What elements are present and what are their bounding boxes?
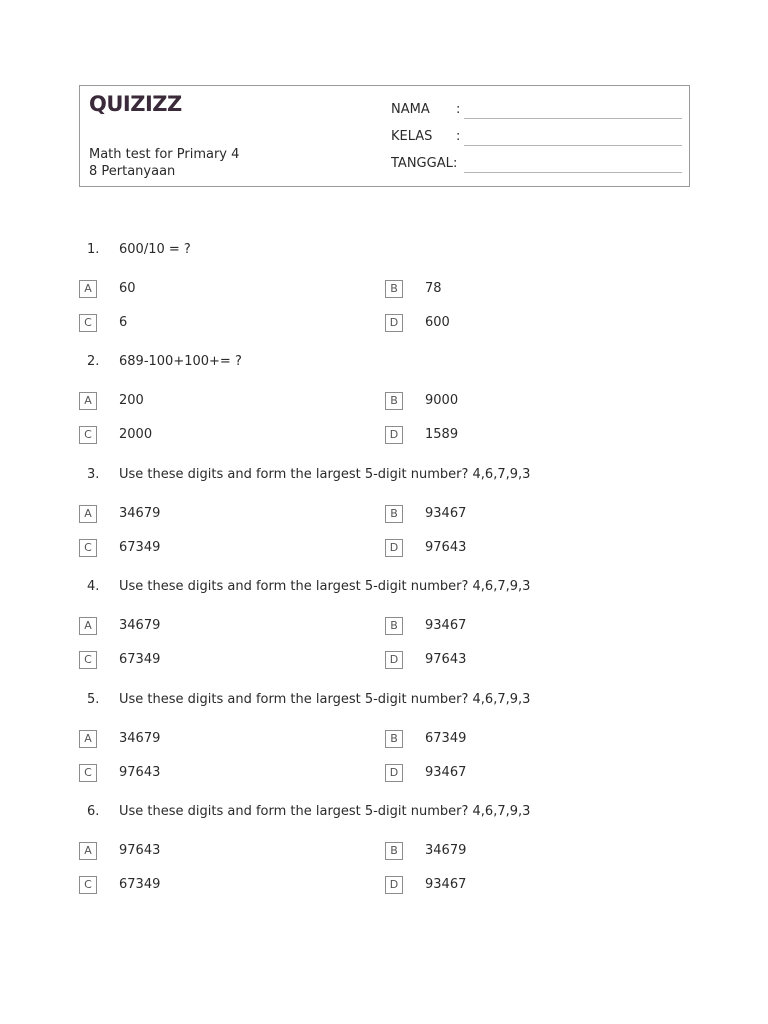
question-number: 5. [87,692,100,707]
option-text: 97643 [119,843,161,858]
worksheet-header [79,85,690,187]
date-line[interactable] [464,172,682,173]
option-letter-box[interactable]: C [79,314,97,332]
option-letter-box[interactable]: D [385,539,403,557]
option-letter-box[interactable]: A [79,280,97,298]
option-letter-box[interactable]: B [385,842,403,860]
option-text: 93467 [425,765,467,780]
option-letter-box[interactable]: C [79,651,97,669]
option-letter-box[interactable]: C [79,539,97,557]
question-5 [0,692,768,805]
option-letter-box[interactable]: D [385,876,403,894]
option-text: 93467 [425,506,467,521]
option-letter-box[interactable]: D [385,314,403,332]
option-text: 60 [119,281,136,296]
option-letter-box[interactable]: A [79,730,97,748]
question-number: 1. [87,242,100,257]
date-label: TANGGAL [391,156,453,171]
option-text: 34679 [119,506,161,521]
option-letter-box[interactable]: C [79,426,97,444]
name-field[interactable] [391,102,683,122]
question-1 [0,242,768,355]
question-count: 8 Pertanyaan [89,164,176,179]
option-text: 67349 [119,652,161,667]
class-colon: : [456,129,461,144]
option-letter-box[interactable]: C [79,876,97,894]
question-text: Use these digits and form the largest 5-digit number? 4,6,7,9,3 [119,579,531,594]
option-text: 2000 [119,427,153,442]
option-text: 97643 [425,540,467,555]
question-3 [0,467,768,580]
option-letter-box[interactable]: D [385,764,403,782]
question-6 [0,804,768,917]
question-text: 600/10 = ? [119,242,191,257]
option-text: 200 [119,393,144,408]
option-text: 9000 [425,393,459,408]
question-number: 2. [87,354,100,369]
option-text: 67349 [425,731,467,746]
option-letter-box[interactable]: A [79,392,97,410]
name-label: NAMA [391,102,430,117]
option-letter-box[interactable]: A [79,842,97,860]
option-letter-box[interactable]: D [385,651,403,669]
option-text: 78 [425,281,442,296]
quiz-title: Math test for Primary 4 [89,147,240,162]
question-text: Use these digits and form the largest 5-digit number? 4,6,7,9,3 [119,804,531,819]
option-letter-box[interactable]: B [385,392,403,410]
option-letter-box[interactable]: B [385,617,403,635]
option-letter-box[interactable]: B [385,280,403,298]
option-text: 67349 [119,540,161,555]
option-text: 97643 [425,652,467,667]
question-text: Use these digits and form the largest 5-digit number? 4,6,7,9,3 [119,467,531,482]
question-2 [0,354,768,467]
option-text: 34679 [119,731,161,746]
class-label: KELAS [391,129,433,144]
option-text: 34679 [119,618,161,633]
name-line[interactable] [464,118,682,119]
question-text: 689-100+100+= ? [119,354,242,369]
option-letter-box[interactable]: C [79,764,97,782]
question-text: Use these digits and form the largest 5-digit number? 4,6,7,9,3 [119,692,531,707]
option-letter-box[interactable]: A [79,617,97,635]
question-4 [0,579,768,692]
date-colon: : [453,156,458,171]
class-field[interactable] [391,129,683,149]
question-number: 3. [87,467,100,482]
quizizz-logo: QUIZIZZ [89,92,182,116]
question-number: 6. [87,804,100,819]
option-text: 6 [119,315,128,330]
option-letter-box[interactable]: D [385,426,403,444]
date-field[interactable] [391,156,683,176]
option-text: 93467 [425,877,467,892]
option-text: 67349 [119,877,161,892]
option-letter-box[interactable]: B [385,730,403,748]
option-text: 97643 [119,765,161,780]
option-text: 93467 [425,618,467,633]
option-letter-box[interactable]: A [79,505,97,523]
class-line[interactable] [464,145,682,146]
option-letter-box[interactable]: B [385,505,403,523]
option-text: 600 [425,315,450,330]
question-number: 4. [87,579,100,594]
name-colon: : [456,102,461,117]
option-text: 34679 [425,843,467,858]
option-text: 1589 [425,427,459,442]
